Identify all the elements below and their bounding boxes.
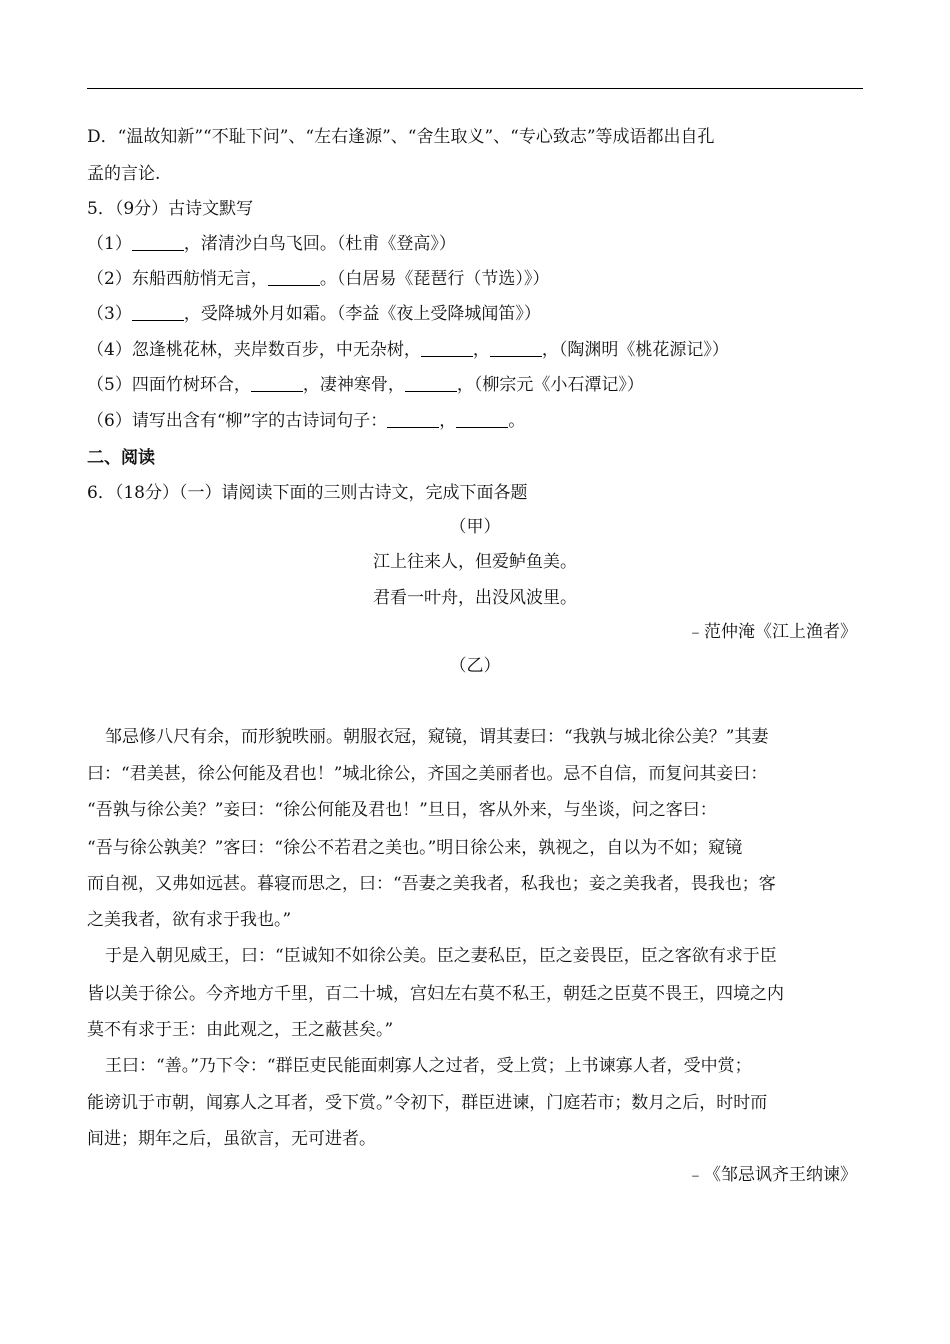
q5-item-3 xyxy=(87,303,867,325)
q5-item-4-pre: （4）忽逢桃花林，夹岸数百步，中无杂树， xyxy=(87,340,421,360)
option-d-line-2: 孟的言论. xyxy=(87,164,161,184)
option-d-line-1: D．“温故知新”“不耻下问”、“左右逢源”、“舍生取义”、“专心致志”等成语都出自孔 xyxy=(87,127,715,147)
q5-title: 5．（9分）古诗文默写 xyxy=(87,199,254,219)
section-heading-reading: 二、阅读 xyxy=(87,448,155,468)
passage-yi-attribution: ﹣《邹忌讽齐王纳谏》 xyxy=(687,1165,857,1185)
q5-item-1-pre: （1） xyxy=(87,234,132,254)
q5-item-5 xyxy=(87,374,867,396)
answer-blank xyxy=(132,304,184,321)
q5-item-4 xyxy=(87,339,867,361)
q5-item-6-mid: ， xyxy=(439,411,457,431)
answer-blank xyxy=(387,411,439,428)
passage-yi-line: 王曰：“善。”乃下令：“群臣吏民能面刺寡人之过者，受上赏；上书谏寡人者，受中赏； xyxy=(105,1056,752,1076)
q5-item-4-mid: ， xyxy=(472,340,490,360)
answer-blank xyxy=(132,234,184,251)
header-rule xyxy=(87,88,863,89)
poem-jia-attribution: ﹣范仲淹《江上渔者》 xyxy=(687,622,857,642)
passage-yi-line: 而自视，又弗如远甚。暮寝而思之，曰：“吾妻之美我者，私我也；妾之美我者，畏我也；客 xyxy=(87,874,776,894)
answer-blank xyxy=(251,375,303,392)
q6-title: 6．（18分）（一）请阅读下面的三则古诗文，完成下面各题 xyxy=(87,483,528,503)
passage-yi-line: “吾孰与徐公美？”妾曰：“徐公何能及君也！”旦日，客从外来，与坐谈，问之客曰： xyxy=(87,800,717,820)
q5-item-2-post: 。（白居易《琵琶行（节选）》） xyxy=(319,269,550,289)
passage-yi-line: 皆以美于徐公。今齐地方千里，百二十城，宫妇左右莫不私王，朝廷之臣莫不畏王，四境之内 xyxy=(87,984,784,1004)
q5-item-6-pre: （6）请写出含有“柳”字的古诗词句子： xyxy=(87,411,388,431)
passage-yi-line: 能谤讥于市朝，闻寡人之耳者，受下赏。”令初下，群臣进谏，门庭若市；数月之后，时时而 xyxy=(87,1093,768,1113)
q5-item-6 xyxy=(87,410,867,432)
q5-item-6-post: 。 xyxy=(508,411,526,431)
answer-blank xyxy=(490,340,542,357)
passage-yi-line: “吾与徐公孰美？”客曰：“徐公不若君之美也。”明日徐公来，孰视之，自以为不如；窥镜 xyxy=(87,838,743,858)
answer-blank xyxy=(268,269,320,286)
q5-item-2-pre: （2）东船西舫悄无言， xyxy=(87,269,268,289)
poem-jia-line-1: 江上往来人，但爱鲈鱼美。 xyxy=(373,552,577,572)
q5-item-4-post: ，（陶渊明《桃花源记》） xyxy=(541,340,729,360)
passage-yi-line: 之美我者，欲有求于我也。” xyxy=(87,910,292,930)
passage-yi-label: （乙） xyxy=(449,656,501,676)
q5-item-5-pre: （5）四面竹树环合， xyxy=(87,375,251,395)
answer-blank xyxy=(421,340,473,357)
answer-blank xyxy=(456,411,508,428)
q5-item-3-post: ，受降城外月如霜。（李益《夜上受降城闻笛》） xyxy=(183,304,541,324)
passage-yi-line: 莫不有求于王：由此观之，王之蔽甚矣。” xyxy=(87,1020,394,1040)
poem-jia-label: （甲） xyxy=(449,517,501,537)
q5-item-1-post: ，渚清沙白鸟飞回。（杜甫《登高》） xyxy=(183,234,456,254)
passage-yi-line: 邹忌修八尺有余，而形貌昳丽。朝服衣冠，窥镜，谓其妻曰：“我孰与城北徐公美？”其妻 xyxy=(105,727,769,747)
passage-yi-line: 于是入朝见威王，曰：“臣诚知不如徐公美。臣之妻私臣，臣之妾畏臣，臣之客欲有求于臣 xyxy=(105,946,777,966)
passage-yi-line: 间进；期年之后，虽欲言，无可进者。 xyxy=(87,1129,376,1149)
q5-item-5-mid: ，凄神寒骨， xyxy=(302,375,405,395)
q5-item-2 xyxy=(87,268,867,290)
answer-blank xyxy=(405,375,457,392)
q5-item-5-post: ，（柳宗元《小石潭记》） xyxy=(456,375,644,395)
q5-item-3-pre: （3） xyxy=(87,304,132,324)
passage-yi-line: 曰：“君美甚，徐公何能及君也！”城北徐公，齐国之美丽者也。忌不自信，而复问其妾曰： xyxy=(87,764,768,784)
poem-jia-line-2: 君看一叶舟，出没风波里。 xyxy=(373,588,577,608)
q5-item-1 xyxy=(87,233,867,255)
